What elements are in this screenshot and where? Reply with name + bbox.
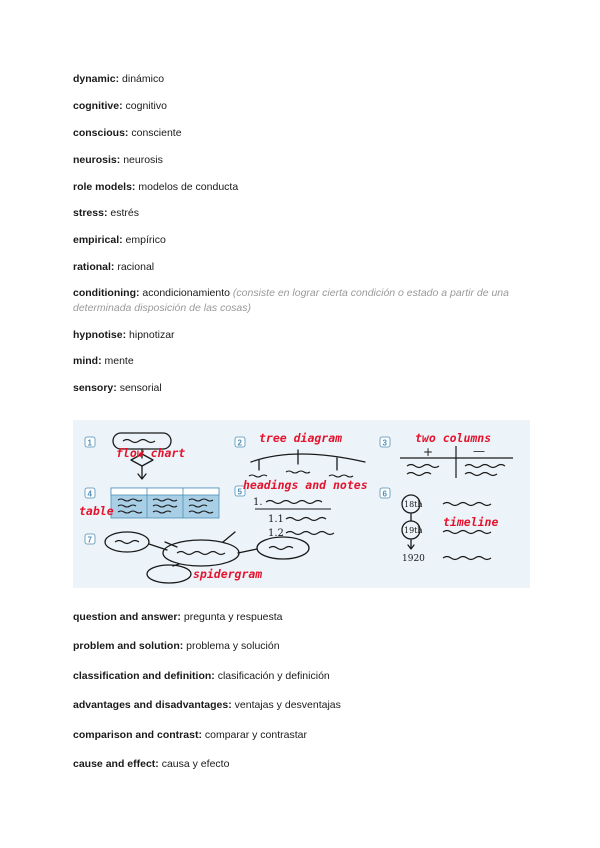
term: advantages and disadvantages:: [73, 699, 232, 711]
vocab-entry: [73, 153, 163, 168]
translation: acondicionamiento: [142, 287, 230, 299]
headings-and-notes-label: headings and notes: [243, 478, 368, 492]
translation: neurosis: [123, 154, 163, 166]
minus-sign: —: [473, 444, 485, 458]
vocab-entry: [73, 639, 280, 654]
panel-number: 6: [382, 489, 387, 499]
panel-number: 3: [382, 438, 387, 448]
translation: causa y efecto: [161, 758, 230, 770]
term: empirical:: [73, 234, 123, 246]
term: question and answer:: [73, 611, 181, 623]
term: cause and effect:: [73, 758, 159, 770]
vocab-entry: [73, 233, 166, 248]
vocab-entry: [73, 354, 134, 369]
vocab-entry: [73, 669, 330, 684]
headings-and-notes-sketch: [243, 478, 368, 539]
term: rational:: [73, 261, 115, 273]
term: problem and solution:: [73, 640, 184, 652]
translation: modelos de conducta: [138, 181, 239, 193]
term: sensory:: [73, 382, 117, 394]
heading-number: 1.: [253, 497, 263, 508]
subheading-number: 1.1: [268, 514, 284, 525]
translation: empírico: [125, 234, 166, 246]
translation: pregunta y respuesta: [183, 611, 283, 623]
translation: cognitivo: [125, 100, 167, 112]
panel-number: 2: [237, 438, 242, 448]
timeline-date: 1920: [402, 554, 425, 564]
term: conscious:: [73, 127, 129, 139]
panel-number: 4: [87, 489, 92, 499]
translation-note: (consiste en lograr cierta condición o estado a partir de una determinada disposición de las cosas): [73, 287, 509, 314]
tree-diagram-sketch: [249, 431, 365, 477]
subheading-number: 1.2: [268, 528, 284, 539]
timeline-date: 18th: [404, 500, 423, 509]
vocab-entry: [73, 328, 175, 343]
term: neurosis:: [73, 154, 121, 166]
vocab-entry: [73, 757, 229, 772]
term: stress:: [73, 207, 108, 219]
vocab-entry: [73, 698, 341, 713]
term: role models:: [73, 181, 136, 193]
vocab-entry: [73, 260, 154, 275]
vocab-entry: [73, 381, 162, 396]
panel-number: 5: [237, 487, 242, 497]
vocab-entry: [73, 728, 307, 743]
spidergram-sketch: [105, 532, 309, 583]
translation: comparar y contrastar: [204, 729, 307, 741]
table-label: table: [79, 504, 114, 518]
vocab-entry: [73, 72, 164, 87]
vocab-entry: [73, 99, 167, 114]
vocab-entry: [73, 126, 182, 141]
term: cognitive:: [73, 100, 123, 112]
term: hypnotise:: [73, 329, 127, 341]
panel-number: 7: [87, 535, 92, 545]
timeline-label: timeline: [443, 515, 499, 529]
plus-sign: +: [423, 445, 434, 459]
translation: dinámico: [122, 73, 165, 85]
translation: hipnotizar: [129, 329, 175, 341]
term: conditioning:: [73, 287, 140, 299]
term: mind:: [73, 355, 102, 367]
tree-diagram-label: tree diagram: [259, 431, 343, 445]
translation: clasificación y definición: [217, 670, 330, 682]
table-sketch: [79, 488, 219, 518]
spidergram-label: spidergram: [193, 567, 263, 581]
timeline-date: 19th: [404, 526, 423, 535]
term: dynamic:: [73, 73, 120, 85]
note-taking-figure: [73, 420, 530, 588]
two-columns-label: two columns: [415, 431, 492, 445]
translation: racional: [117, 261, 155, 273]
panel-number: 1: [87, 438, 92, 448]
flow-chart-sketch: [113, 433, 185, 479]
translation: problema y solución: [186, 640, 280, 652]
vocab-entry: [73, 180, 238, 195]
flow-chart-label: flow chart: [116, 446, 186, 460]
vocab-entry-with-note: [73, 286, 523, 316]
vocab-entry: [73, 610, 283, 625]
timeline-sketch: [402, 495, 498, 564]
translation: consciente: [131, 127, 182, 139]
translation: sensorial: [119, 382, 162, 394]
term: classification and definition:: [73, 670, 215, 682]
term: comparison and contrast:: [73, 729, 202, 741]
two-columns-sketch: [400, 431, 513, 478]
note-taking-illustration: [73, 420, 530, 588]
translation: mente: [104, 355, 134, 367]
vocab-entry: [73, 206, 139, 221]
translation: estrés: [110, 207, 139, 219]
translation: ventajas y desventajas: [234, 699, 341, 711]
